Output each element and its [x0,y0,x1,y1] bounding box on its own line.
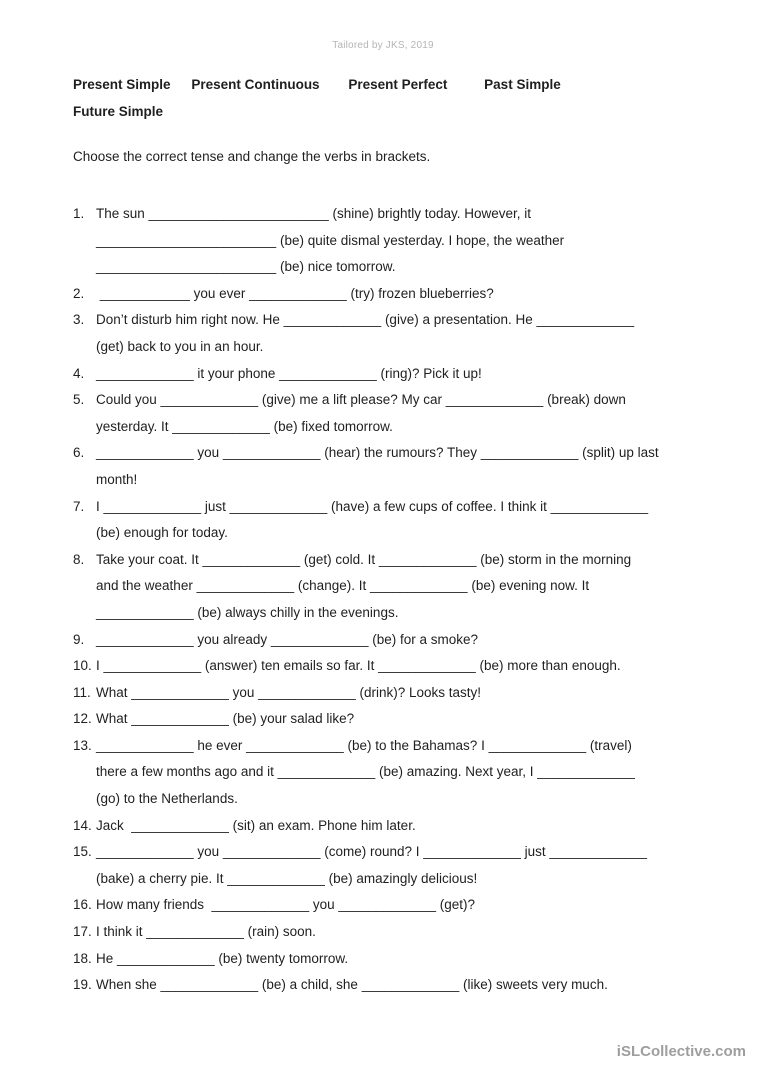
item-text [96,946,659,973]
item-number: 12. [73,711,92,727]
item-text [96,892,659,919]
item-number: 15. [73,844,92,860]
item-number: 16. [73,897,92,913]
item-number: 5. [73,392,85,408]
item-line: _____________ you already _____________ (be) for a smoke? [96,631,479,647]
exercise-item-3 [73,307,659,360]
item-number: 4. [73,365,85,381]
item-number: 9. [73,631,85,647]
item-line: ________________________ (be) nice tomorrow. [96,259,396,275]
item-number: 6. [73,445,85,461]
instruction-text: Choose the correct tense and change the verbs in brackets. [73,149,431,164]
exercise-item-8 [73,547,659,627]
exercise-item-13 [73,733,659,813]
item-text [96,361,659,388]
item-number: 8. [73,551,85,567]
exercise-item-17 [73,919,659,946]
exercise-item-6 [73,440,659,493]
item-line: _____________ you _____________ (come) round? I _____________ just _____________ [96,844,647,860]
exercise-item-15 [73,839,659,892]
item-line: Don’t disturb him right now. He _____________ (give) a presentation. He _____________ [96,312,635,328]
tense-present-simple: Present Simple [73,77,171,92]
item-line: there a few months ago and it _____________ (be) amazing. Next year, I _____________ [96,764,635,780]
tense-future-simple: Future Simple [73,103,164,119]
exercise-item-12 [73,706,659,733]
item-number: 17. [73,924,92,940]
exercise-list [73,201,659,999]
item-number: 10. [73,658,92,674]
item-text [96,494,659,547]
item-line: month! [96,471,138,487]
exercise-item-2 [73,281,659,308]
exercise-item-16 [73,892,659,919]
item-line: How many friends _____________ you _____________ (get)? [96,897,476,913]
exercise-item-1 [73,201,659,281]
item-line: (bake) a cherry pie. It _____________ (be) amazingly delicious! [96,870,478,886]
item-text [96,919,659,946]
item-line: _____________ it your phone _____________ (ring)? Pick it up! [96,365,482,381]
exercise-item-11 [73,680,659,707]
item-text [96,839,659,892]
item-line: I _____________ just _____________ (have) a few cups of coffee. I think it _____________ [96,498,649,514]
exercise-item-9 [73,627,659,654]
item-number: 19. [73,977,92,993]
item-line: _____________ he ever _____________ (be) to the Bahamas? I _____________ (travel) [96,737,632,753]
item-line: (get) back to you in an hour. [96,338,264,354]
item-line: The sun ________________________ (shine) brightly today. However, it [96,206,532,221]
item-text [96,387,659,440]
item-text [96,627,659,654]
item-number: 1. [73,206,85,221]
tense-present-perfect: Present Perfect [348,77,448,92]
item-number: 7. [73,498,85,514]
exercise-item-14 [73,813,659,840]
item-line: What _____________ (be) your salad like? [96,711,355,727]
item-text [96,813,659,840]
item-line: yesterday. It _____________ (be) fixed tomorrow. [96,418,393,434]
item-line: _____________ (be) always chilly in the evenings. [96,604,399,620]
tense-past-simple: Past Simple [484,77,561,92]
item-number: 3. [73,312,85,328]
exercise-item-18 [73,946,659,973]
exercise-item-4 [73,361,659,388]
item-line: What _____________ you _____________ (drink)? Looks tasty! [96,684,482,700]
tense-row-2 [73,99,561,126]
item-number: 14. [73,817,92,833]
item-line: He _____________ (be) twenty tomorrow. [96,950,349,966]
item-text [96,733,659,813]
tense-options-header [73,72,561,125]
exercise-item-19 [73,972,659,999]
tense-row-1 [73,72,561,99]
item-line: (go) to the Netherlands. [96,791,238,807]
item-text [96,706,659,733]
item-line: Jack _____________ (sit) an exam. Phone him later. [96,817,416,833]
item-number: 18. [73,950,92,966]
item-text [96,972,659,999]
credit-line: Tailored by JKS, 2019 [332,40,434,51]
item-line: I think it _____________ (rain) soon. [96,924,316,940]
exercise-item-7 [73,494,659,547]
exercise-item-5 [73,387,659,440]
item-text [96,307,659,360]
item-number: 11. [73,684,91,700]
item-text [96,547,659,627]
item-line: _____________ you _____________ (hear) the rumours? They _____________ (split) up last [96,445,659,461]
exercise-item-10 [73,653,659,680]
item-line: Take your coat. It _____________ (get) cold. It _____________ (be) storm in the morning [96,551,632,567]
item-number: 2. [73,285,85,301]
item-text [96,440,659,493]
item-number: 13. [73,737,92,753]
item-line: (be) enough for today. [96,525,228,541]
item-text [96,653,659,680]
item-line: When she _____________ (be) a child, she _____________ (like) sweets very much. [96,977,608,993]
item-line: Could you _____________ (give) me a lift please? My car _____________ (break) down [96,392,626,408]
footer-watermark: iSLCollective.com [616,1043,746,1060]
item-text [96,201,659,281]
tense-present-continuous: Present Continuous [191,77,320,92]
item-line: I _____________ (answer) ten emails so far. It _____________ (be) more than enough. [96,658,621,674]
item-line: ____________ you ever _____________ (try) frozen blueberries? [96,285,494,301]
item-line: and the weather _____________ (change). It _____________ (be) evening now. It [96,578,590,594]
item-text [96,680,659,707]
item-line: ________________________ (be) quite dismal yesterday. I hope, the weather [96,232,565,248]
item-text [96,281,659,308]
